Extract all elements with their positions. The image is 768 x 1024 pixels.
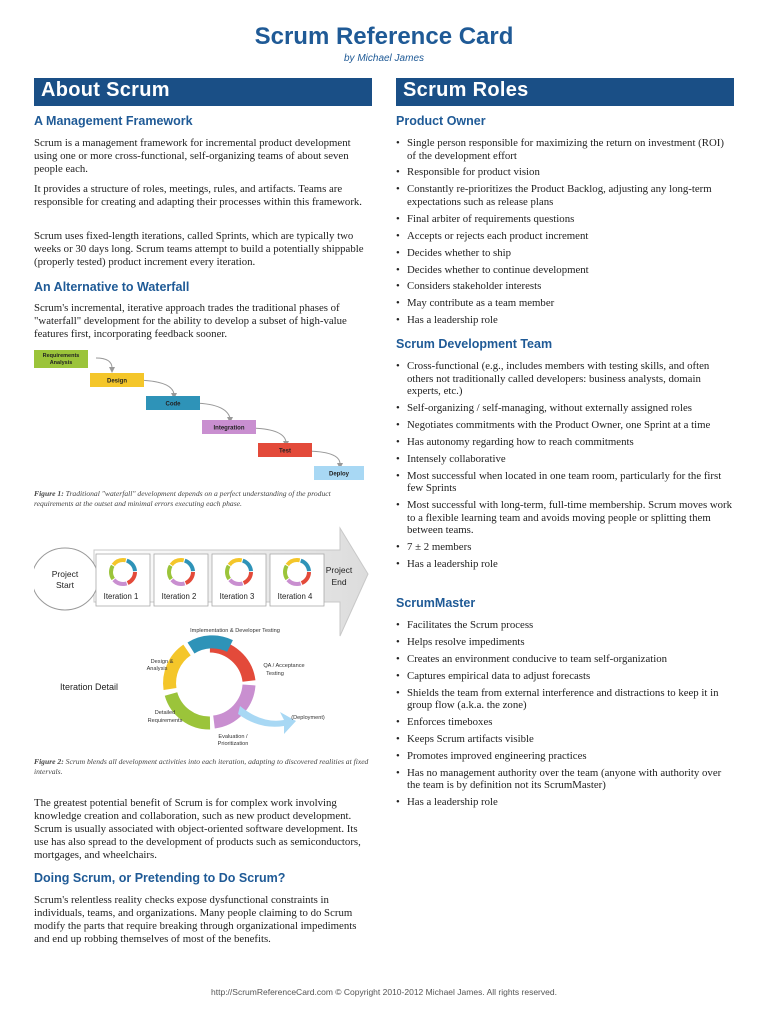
list-item: • Has autonomy regarding how to reach commitments	[396, 436, 734, 449]
svg-text:Requirements: Requirements	[147, 718, 183, 724]
svg-text:End: End	[331, 577, 347, 587]
list-item: • Decides whether to ship	[396, 247, 734, 260]
list-item: • Responsible for product vision	[396, 166, 734, 179]
waterfall-step-requirements	[34, 350, 88, 368]
list-item: • Shields the team from external interference and distractions to keep it in group flow (a.k.a. the zone)	[396, 687, 734, 712]
list-item: • Has a leadership role	[396, 796, 734, 809]
svg-text:Integration: Integration	[213, 425, 245, 432]
list-item: • Cross-functional (e.g., includes members with testing skills, and often others not traditionally called developers: business analysts, domain experts, etc.)	[396, 360, 734, 398]
svg-text:Testing: Testing	[266, 671, 284, 677]
list-item: • Most successful when located in one team room, particularly for the first few Sprints	[396, 470, 734, 495]
svg-text:Design: Design	[106, 378, 128, 385]
product-owner-list	[396, 137, 734, 331]
list-item: • Enforces timeboxes	[396, 716, 734, 729]
list-item: • Decides whether to continue development	[396, 264, 734, 277]
list-item: • Facilitates the Scrum process	[396, 619, 734, 632]
figure-1-caption: Figure 1: Traditional "waterfall" development depends on a perfect understanding of the product requirements at the outset and minimal errors executing each phase.	[34, 489, 331, 508]
iteration-1	[96, 554, 150, 606]
waterfall-step-integration	[202, 420, 256, 434]
list-item: • May contribute as a team member	[396, 297, 734, 310]
scrummaster-heading: ScrumMaster	[396, 596, 476, 610]
svg-text:Analysis: Analysis	[49, 360, 73, 366]
product-owner-heading: Product Owner	[396, 114, 486, 128]
svg-text:Requirements: Requirements	[42, 353, 80, 359]
svg-text:Iteration 1: Iteration 1	[103, 592, 139, 601]
list-item: • Considers stakeholder interests	[396, 280, 734, 293]
scrummaster-list	[396, 619, 734, 813]
svg-text:Iteration 4: Iteration 4	[277, 592, 313, 601]
iteration-diagram	[34, 524, 374, 752]
benefit-paragraph: The greatest potential benefit of Scrum is for complex work involving knowledge creation and collaboration, such as new product development. Scrum is usually associated with object-oriented software development. Its use has also spread to the development of products such as semiconductors, mortgages, and wheelchairs.	[34, 797, 361, 861]
list-item: • Has no management authority over the team (anyone with authority over the team is by definition not its ScrumMaster)	[396, 767, 734, 792]
scrum-roles-banner: Scrum Roles	[396, 78, 734, 106]
svg-text:Test: Test	[279, 448, 291, 455]
list-item: • Keeps Scrum artifacts visible	[396, 733, 734, 746]
iteration-2	[154, 554, 208, 606]
list-item: • Single person responsible for maximizing the return on investment (ROI) of the development effort	[396, 137, 734, 162]
list-item: • 7 ± 2 members	[396, 541, 734, 554]
waterfall-diagram	[34, 348, 364, 484]
iteration-4	[270, 554, 324, 606]
list-item: • Self-organizing / self-managing, without externally assigned roles	[396, 402, 734, 415]
development-team-list	[396, 360, 734, 575]
svg-text:Deploy: Deploy	[328, 471, 350, 478]
list-item: • Has a leadership role	[396, 558, 734, 571]
framework-paragraph-3: Scrum uses fixed-length iterations, called Sprints, which are typically two weeks or 30 days long. Scrum teams attempt to build a potentially shippable (properly tested) product increment every iteration.	[34, 230, 364, 268]
list-item: • Helps resolve impediments	[396, 636, 734, 649]
waterfall-paragraph: Scrum's incremental, iterative approach trades the traditional phases of "waterfall" development for the ability to develop a subset of high-value features first, incorporating feedback sooner.	[34, 302, 347, 340]
list-item: • Accepts or rejects each product increment	[396, 230, 734, 243]
copyright-footer: http://ScrumReferenceCard.com © Copyright 2010-2012 Michael James. All rights reserved.	[211, 987, 557, 997]
svg-text:Start: Start	[56, 580, 74, 590]
svg-text:Project: Project	[325, 565, 353, 575]
framework-paragraph-2: It provides a structure of roles, meetings, rules, and artifacts. Teams are responsible for creating and adapting their processes within this framework.	[34, 183, 363, 208]
svg-text:Prioritization: Prioritization	[217, 741, 249, 747]
svg-text:Evaluation /: Evaluation /	[218, 734, 248, 740]
list-item: • Negotiates commitments with the Product Owner, one Sprint at a time	[396, 419, 734, 432]
doing-scrum-heading: Doing Scrum, or Pretending to Do Scrum?	[34, 871, 286, 885]
management-framework-heading: A Management Framework	[34, 114, 193, 128]
svg-text:Iteration 2: Iteration 2	[161, 592, 197, 601]
list-item: • Has a leadership role	[396, 314, 734, 327]
cycle-diagram	[170, 642, 296, 734]
list-item: • Constantly re-prioritizes the Product Backlog, adjusting any long-term expectations such as release plans	[396, 183, 734, 208]
list-item: • Most successful with long-term, full-time membership. Scrum moves work to a flexible learning team and avoids moving people or splitting them between teams.	[396, 499, 734, 537]
list-item: • Promotes improved engineering practices	[396, 750, 734, 763]
list-item: • Captures empirical data to adjust forecasts	[396, 670, 734, 683]
figure-2-caption: Figure 2: Scrum blends all development activities into each iteration, adapting to discovered realities at fixed intervals.	[34, 757, 369, 776]
svg-text:Design &: Design &	[150, 659, 174, 665]
framework-paragraph-1: Scrum is a management framework for incremental product development using one or more cross-functional, self-organizing teams of about seven people each.	[34, 137, 351, 175]
iteration-3	[212, 554, 266, 606]
svg-text:Code: Code	[165, 401, 181, 408]
list-item: • Intensely collaborative	[396, 453, 734, 466]
list-item: • Creates an environment conducive to team self-organization	[396, 653, 734, 666]
waterfall-step-code	[146, 396, 200, 410]
waterfall-step-deploy	[314, 466, 364, 480]
svg-text:Iteration Detail: Iteration Detail	[60, 682, 119, 692]
svg-text:Project: Project	[51, 569, 79, 579]
svg-text:(Deployment): (Deployment)	[291, 715, 325, 721]
waterfall-heading: An Alternative to Waterfall	[34, 280, 190, 294]
svg-text:QA / Acceptance: QA / Acceptance	[263, 663, 305, 669]
byline: by Michael James	[343, 53, 425, 64]
waterfall-step-test	[258, 443, 312, 457]
page-title: Scrum Reference Card	[254, 23, 514, 50]
waterfall-step-design	[90, 373, 144, 387]
about-scrum-banner: About Scrum	[34, 78, 372, 106]
svg-text:Detailed: Detailed	[154, 710, 176, 716]
doing-scrum-paragraph: Scrum's relentless reality checks expose dysfunctional constraints in individuals, teams, and organizations. Many people claiming to do Scrum modify the parts that require breaking through organizational impediments and end up robbing themselves of most of the benefits.	[34, 894, 357, 945]
svg-text:Implementation & Developer Tes: Implementation & Developer Testing	[190, 628, 280, 634]
development-team-heading: Scrum Development Team	[396, 337, 553, 351]
svg-text:Iteration 3: Iteration 3	[219, 592, 255, 601]
list-item: • Final arbiter of requirements questions	[396, 213, 734, 226]
svg-text:Analysis: Analysis	[146, 666, 168, 672]
